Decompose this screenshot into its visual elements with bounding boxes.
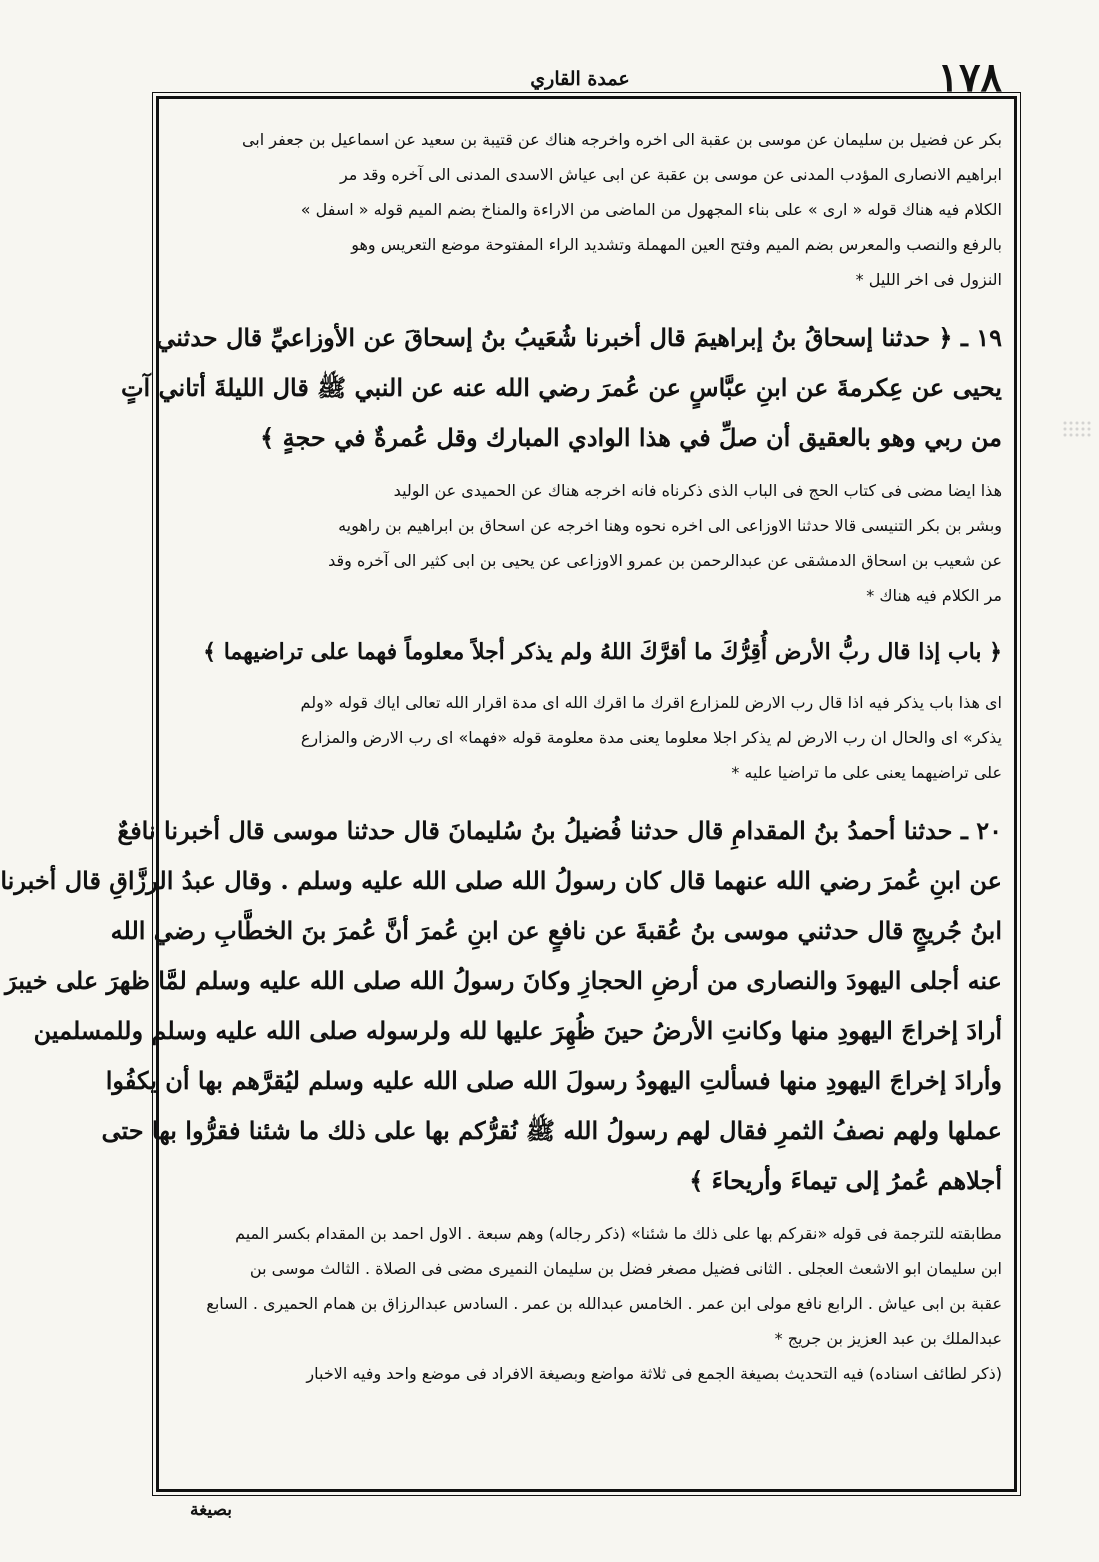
running-title: عمدة القاري — [530, 68, 630, 90]
text-line: ابراهيم الانصارى المؤدب المدنى عن موسى بن عقبة عن ابى عياش الاسدى المدنى الى آخره وقد مر — [339, 165, 1002, 184]
hadith-text — [0, 806, 1002, 1206]
text-line: من ربي وهو بالعقيق أن صلِّ في هذا الوادي المبارك وقل عُمرةٌ في حجةٍ ﴾ — [260, 423, 1002, 452]
text-line: ابن سليمان ابو الاشعث العجلى . الثانى فضيل مصغر فضل بن سليمان النميرى مضى فى الصلاة . الثالث موسى بن — [249, 1259, 1002, 1278]
chapter-heading — [174, 629, 1002, 675]
text-line: عبدالملك بن عبد العزيز بن جريج * — [774, 1329, 1002, 1348]
block-spacer — [174, 675, 1002, 685]
text-line: وأرادَ إخراجَ اليهودِ منها فسألتِ اليهودُ رسولَ الله صلى الله عليه وسلم ليُقرَّهم بها أن يكفُوا — [105, 1066, 1002, 1095]
text-line: بكر عن فضيل بن سليمان عن موسى بن عقبة الى اخره واخرجه هناك عن قتيبة بن سعيد عن اسماعيل بن جعفر ابى — [241, 130, 1002, 149]
text-line: عملها ولهم نصفُ الثمرِ فقال لهم رسولُ الله ﷺ نُقرُّكم بها على ذلك ما شئنا فقرُّوا بها حتى — [101, 1116, 1002, 1145]
text-line: عنه أجلى اليهودَ والنصارى من أرضِ الحجازِ وكانَ رسولُ الله صلى الله عليه وسلم لمَّا ظهرَ على خيبرَ — [4, 966, 1002, 995]
block-spacer — [174, 297, 1002, 313]
text-line: عقبة بن ابى عياش . الرابع نافع مولى ابن عمر . الخامس عبدالله بن عمر . السادس عبدالرزاق بن همام الحميرى . السابع — [206, 1294, 1002, 1313]
text-line: ٢٠ ـ حدثنا أحمدُ بنُ المقدامِ قال حدثنا فُضيلُ بنُ سُليمانَ قال حدثنا موسى قال أخبرنا نافعٌ — [117, 816, 1002, 845]
text-line: أرادَ إخراجَ اليهودِ منها وكانتِ الأرضُ حينَ ظُهِرَ عليها لله ولرسوله صلى الله عليه وسلم وللمسلمين — [33, 1016, 1002, 1045]
text-line: على تراضيهما يعنى على ما تراضيا عليه * — [731, 763, 1002, 782]
text-line: بالرفع والنصب والمعرس بضم الميم وفتح العين المهملة وتشديد الراء المفتوحة موضع التعريس وهو — [351, 235, 1002, 254]
text-line: أجلاهم عُمرُ إلى تيماءَ وأريحاءَ ﴾ — [689, 1166, 1002, 1195]
text-line: ﴿ باب إذا قال ربُّ الأرض أُقِرُّكَ ما أقرَّكَ اللهُ ولم يذكر أجلاً معلوماً فهما على تراضيهما ﴾ — [203, 639, 1002, 665]
scan-speck — [1062, 420, 1092, 438]
text-line: وبشر بن بكر التنيسى قالا حدثنا الاوزاعى الى اخره نحوه وهنا اخرجه عن اسحاق بن ابراهيم بن راهويه — [338, 516, 1002, 535]
catchword: بصيغة — [190, 1500, 232, 1520]
block-spacer — [174, 613, 1002, 629]
text-line: ١٩ ـ ﴿ حدثنا إسحاقُ بنُ إبراهيمَ قال أخبرنا شُعَيبُ بنُ إسحاقَ عن الأوزاعيِّ قال حدثني — [156, 323, 1002, 352]
page-number: ١٧٨ — [937, 54, 1002, 101]
block-spacer — [174, 790, 1002, 806]
text-line: ابنُ جُريجٍ قال حدثني موسى بنُ عُقبةَ عن نافعٍ عن ابنِ عُمرَ أنَّ عُمرَ بنَ الخطَّابِ رضي الله — [110, 916, 1002, 945]
block-spacer — [174, 1391, 1002, 1407]
commentary-paragraph — [174, 1216, 1002, 1391]
commentary-paragraph — [174, 473, 1002, 613]
text-line: مطابقته للترجمة فى قوله «نقركم بها على ذلك ما شئنا» (ذكر رجاله) وهم سبعة . الاول احمد بن المقدام بكسر الميم — [235, 1224, 1002, 1243]
block-spacer — [174, 463, 1002, 473]
hadith-text — [120, 313, 1002, 463]
text-line: عن شعيب بن اسحاق الدمشقى عن عبدالرحمن بن عمرو الاوزاعى عن يحيى بن ابى كثير الى آخره وقد — [328, 551, 1002, 570]
text-line: النزول فى اخر الليل * — [855, 270, 1002, 289]
page-content — [0, 122, 1002, 1407]
block-spacer — [174, 1206, 1002, 1216]
page-header — [150, 54, 1010, 101]
text-line: هذا ايضا مضى فى كتاب الحج فى الباب الذى ذكرناه فانه اخرجه هناك عن الحميدى عن الوليد — [393, 481, 1002, 500]
text-line: مر الكلام فيه هناك * — [866, 586, 1002, 605]
text-line: الكلام فيه هناك قوله « ارى » على بناء المجهول من الماضى من الاراءة والمناخ بضم الميم قوله « اسفل » — [300, 200, 1002, 219]
commentary-paragraph — [174, 122, 1002, 297]
text-line: عن ابنِ عُمرَ رضي الله عنهما قال كان رسولُ الله صلى الله عليه وسلم . وقال عبدُ الرزَّاقِ قال أخبرنا — [0, 866, 1002, 895]
text-line: يحيى عن عِكرمةَ عن ابنِ عبَّاسٍ عن عُمرَ رضي الله عنه عن النبي ﷺ قال الليلةَ أتاني آتٍ — [120, 373, 1002, 402]
text-line: (ذكر لطائف اسناده) فيه التحديث بصيغة الجمع فى ثلاثة مواضع وبصيغة الافراد فى موضع واحد وفيه الاخبار — [306, 1364, 1002, 1383]
text-line: اى هذا باب يذكر فيه اذا قال رب الارض للمزارع اقرك ما اقرك الله اى مدة اقرار الله تعالى اياك قوله «ولم — [300, 693, 1002, 712]
text-line: يذكر» اى والحال ان رب الارض لم يذكر اجلا معلوما يعنى مدة معلومة قوله «فهما» اى رب الارض والمزارع — [300, 728, 1002, 747]
commentary-paragraph — [174, 685, 1002, 790]
